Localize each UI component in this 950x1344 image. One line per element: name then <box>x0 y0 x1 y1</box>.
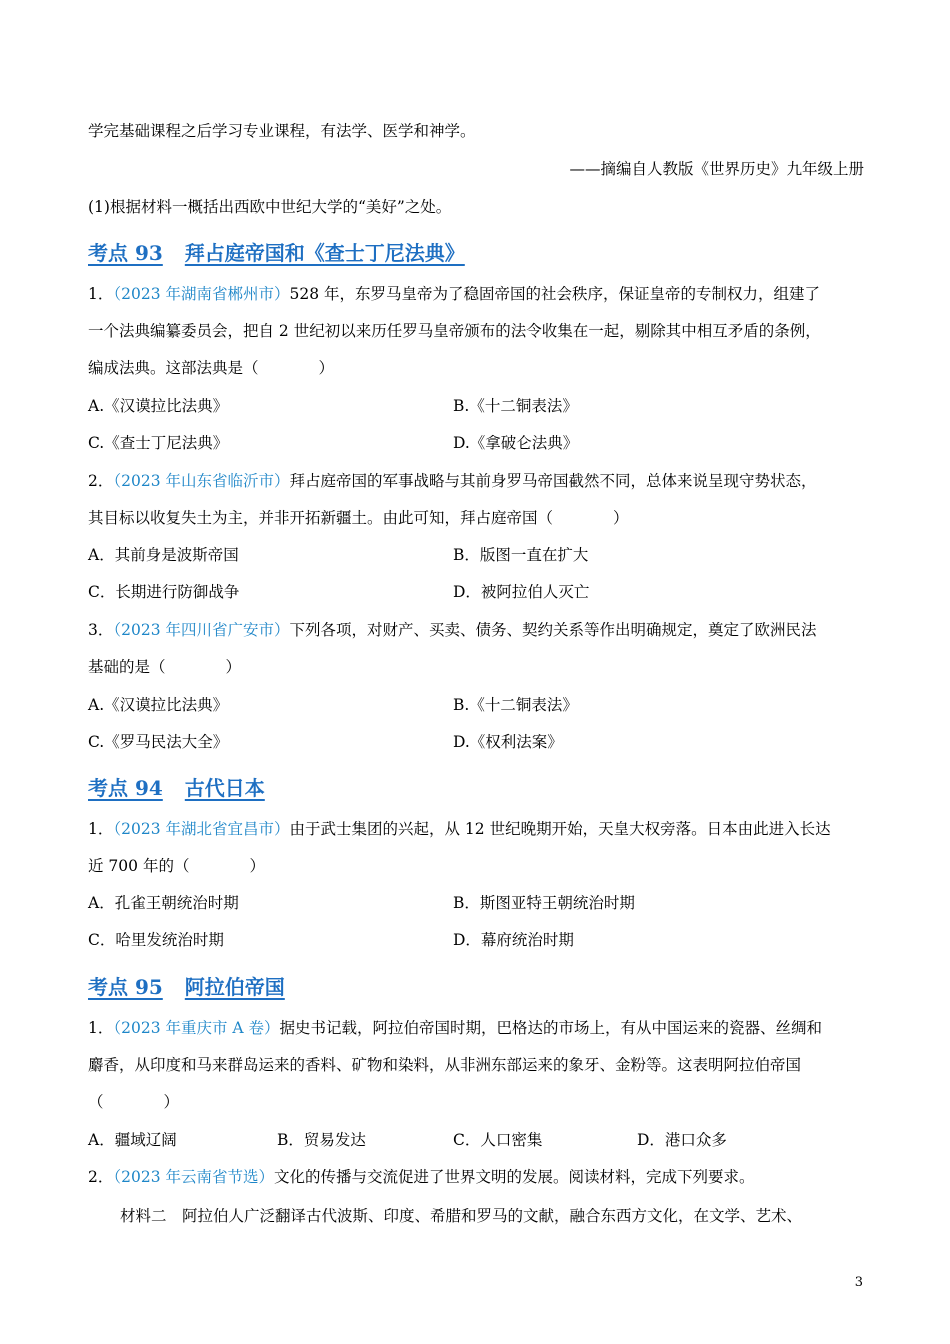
question-source: （2023 年湖北省宜昌市） <box>113 820 290 838</box>
option-b: B.《十二铜表法》 <box>453 696 578 714</box>
option-c: C.《罗马民法大全》 <box>88 733 229 751</box>
option-c: C.《查士丁尼法典》 <box>88 434 229 452</box>
option-a: A.《汉谟拉比法典》 <box>88 397 229 415</box>
option-d: D．幕府统治时期 <box>453 931 574 949</box>
option-a: A．其前身是波斯帝国 <box>88 546 239 564</box>
section-number: 考点 95 <box>88 975 163 999</box>
question-line: 1．（2023 年湖南省郴州市）528 年，东罗马皇帝为了稳固帝国的社会秩序，保证皇帝的专制权力，组建了 <box>88 285 821 303</box>
citation: ——摘编自人教版《世界历史》九年级上册 <box>569 160 864 178</box>
page-number: 3 <box>854 1275 863 1290</box>
question-source: （2023 年湖南省郴州市） <box>113 285 290 303</box>
option-a: A．疆域辽阔 <box>88 1131 177 1149</box>
option-a: A.《汉谟拉比法典》 <box>88 696 229 714</box>
section-heading-93 <box>88 237 465 266</box>
option-b: B．贸易发达 <box>277 1131 366 1149</box>
question-line: 一个法典编纂委员会，把自 2 世纪初以来历任罗马皇帝颁布的法令收集在一起，剔除其中相互矛盾的条例， <box>88 322 821 340</box>
option-b: B．版图一直在扩大 <box>453 546 589 564</box>
option-c: C．人口密集 <box>453 1131 543 1149</box>
question-source: （2023 年山东省临沂市） <box>113 472 290 490</box>
sub-question: (1)根据材料一概括出西欧中世纪大学的“美好”之处。 <box>88 198 452 216</box>
question-line: （ ） <box>88 1093 180 1111</box>
question-line: 编成法典。这部法典是（ ） <box>88 359 335 377</box>
option-a: A．孔雀王朝统治时期 <box>88 894 239 912</box>
question-line: 1．（2023 年湖北省宜昌市）由于武士集团的兴起，从 12 世纪晚期开始，天皇大权旁落。日本由此进入长达 <box>88 820 831 838</box>
question-line: 2．（2023 年云南省节选）文化的传播与交流促进了世界文明的发展。阅读材料，完成下列要求。 <box>88 1168 755 1186</box>
question-line: 麝香，从印度和马来群岛运来的香料、矿物和染料，从非洲东部运来的象牙、金粉等。这表明阿拉伯帝国 <box>88 1056 802 1074</box>
question-source: （2023 年云南省节选） <box>113 1168 274 1186</box>
material-text: 材料二 阿拉伯人广泛翻译古代波斯、印度、希腊和罗马的文献，融合东西方文化，在文学、艺术、 <box>120 1207 803 1225</box>
option-d: D．被阿拉伯人灭亡 <box>453 583 590 601</box>
question-line: 1．（2023 年重庆市 A 卷）据史书记载，阿拉伯帝国时期，巴格达的市场上，有从中国运来的瓷器、丝绸和 <box>88 1019 823 1037</box>
question-line: 近 700 年的（ ） <box>88 857 265 875</box>
section-heading-95 <box>88 971 285 1000</box>
option-d: D.《拿破仑法典》 <box>453 434 579 452</box>
question-line: 3．（2023 年四川省广安市）下列各项，对财产、买卖、债务、契约关系等作出明确规定，奠定了欧洲民法 <box>88 621 817 639</box>
question-line: 基础的是（ ） <box>88 658 242 676</box>
section-title: 古代日本 <box>184 776 265 800</box>
question-line: 其目标以收复失土为主，并非开拓新疆土。由此可知，拜占庭帝国（ ） <box>88 509 629 527</box>
option-b: B．斯图亚特王朝统治时期 <box>453 894 635 912</box>
section-number: 考点 94 <box>88 776 163 800</box>
question-source: （2023 年四川省广安市） <box>113 621 290 639</box>
question-source: （2023 年重庆市 A 卷） <box>113 1019 280 1037</box>
section-title: 拜占庭帝国和《查士丁尼法典》 <box>184 241 465 265</box>
option-c: C．长期进行防御战争 <box>88 583 240 601</box>
section-title: 阿拉伯帝国 <box>184 975 285 999</box>
question-line: 2．（2023 年山东省临沂市）拜占庭帝国的军事战略与其前身罗马帝国截然不同，总体来说呈现守势状态， <box>88 472 817 490</box>
option-c: C．哈里发统治时期 <box>88 931 224 949</box>
option-b: B.《十二铜表法》 <box>453 397 578 415</box>
option-d: D.《权利法案》 <box>453 733 563 751</box>
section-heading-94 <box>88 772 265 801</box>
option-d: D．港口众多 <box>637 1131 727 1149</box>
intro-text: 学完基础课程之后学习专业课程，有法学、医学和神学。 <box>88 122 476 140</box>
section-number: 考点 93 <box>88 241 163 265</box>
